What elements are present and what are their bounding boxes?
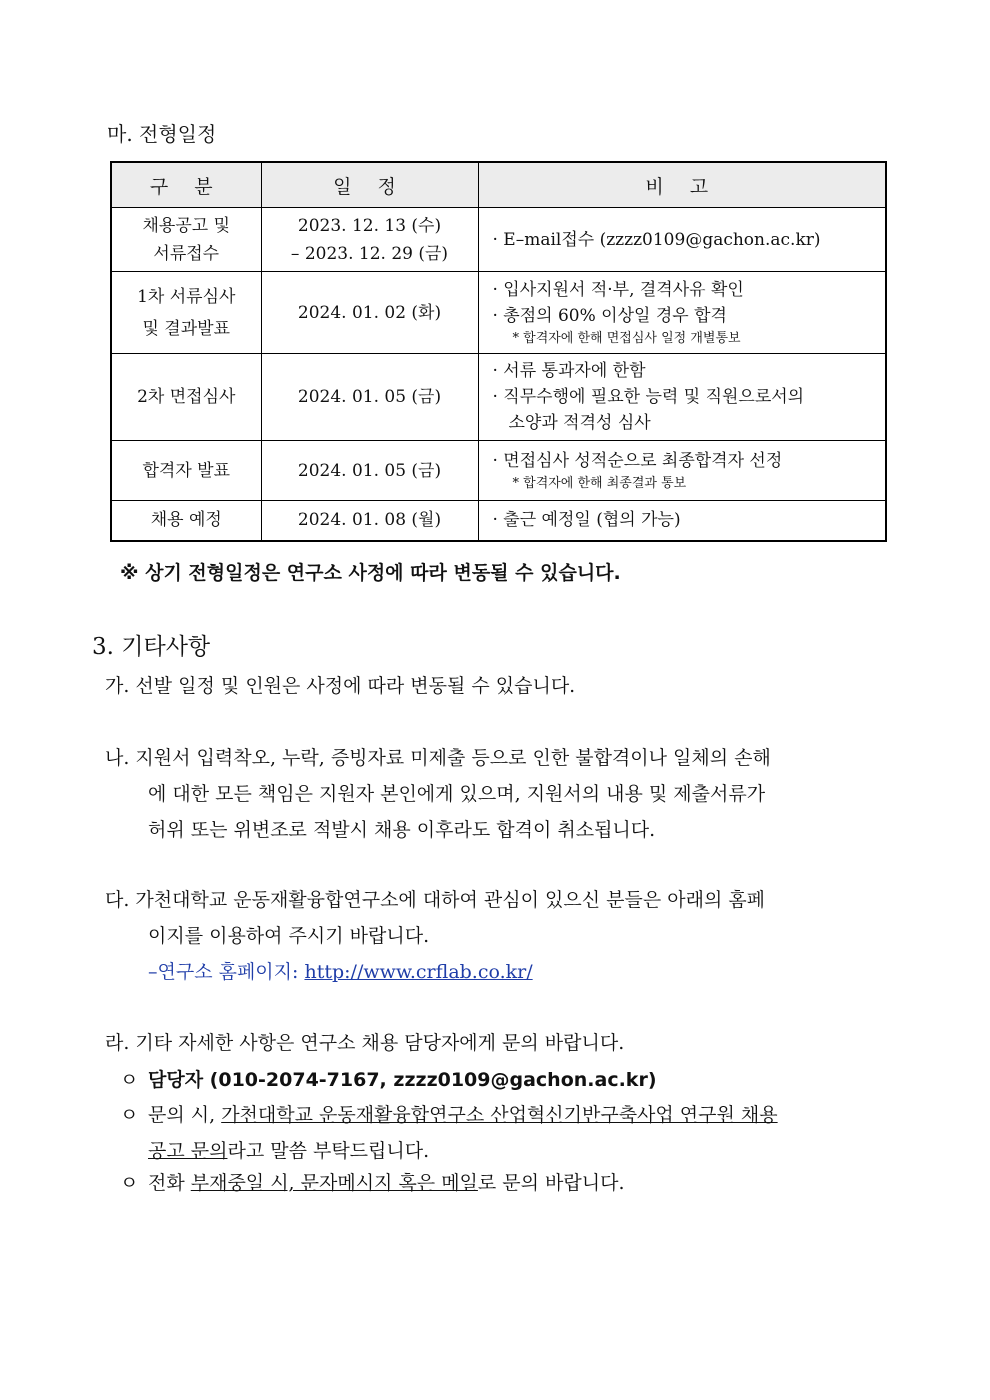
header-category: 구 분	[111, 162, 261, 208]
row-label: 합격자 발표	[111, 441, 261, 501]
table-row	[111, 441, 886, 501]
inquiry-bullet: ㅇ 문의 시, 가천대학교 운동재활융합연구소 산업혁신기반구축사업 연구원 채용 공고 문의라고 말씀 부탁드립니다.	[120, 1097, 900, 1169]
homepage-link[interactable]: http://www.crflab.co.kr/	[304, 961, 533, 983]
contact-bullet: ㅇ 담당자 (010-2074-7167, zzzz0109@gachon.ac.kr)	[120, 1062, 900, 1098]
table-row	[111, 354, 886, 441]
schedule-notice: ※ 상기 전형일정은 연구소 사정에 따라 변동될 수 있습니다.	[120, 562, 621, 584]
row-notes: · 면접심사 성적순으로 최종합격자 선정 * 합격자에 한해 최종결과 통보	[478, 441, 886, 501]
row-date: 2023. 12. 13 (수) – 2023. 12. 29 (금)	[261, 208, 478, 272]
section-title: 마. 전형일정	[107, 122, 217, 146]
table-header-row	[111, 162, 886, 208]
section-3-title: 3. 기타사항	[92, 634, 211, 660]
row-date: 2024. 01. 02 (화)	[261, 272, 478, 354]
row-notes: · E–mail접수 (zzzz0109@gachon.ac.kr)	[478, 208, 886, 272]
row-notes: · 서류 통과자에 한함 · 직무수행에 필요한 능력 및 직원으로서의 소양과 적격성 심사	[478, 354, 886, 441]
table-row	[111, 501, 886, 541]
row-label: 1차 서류심사 및 결과발표	[111, 272, 261, 354]
phone-bullet: ㅇ 전화 부재중일 시, 문자메시지 혹은 메일로 문의 바랍니다.	[120, 1165, 900, 1201]
item-da: 다. 가천대학교 운동재활융합연구소에 대하여 관심이 있으신 분들은 아래의 홈페 이지를 이용하여 주시기 바랍니다. –연구소 홈페이지: http://www.crflab.co.kr/	[105, 889, 766, 983]
item-ga: 가. 선발 일정 및 인원은 사정에 따라 변동될 수 있습니다.	[105, 675, 576, 697]
row-date: 2024. 01. 08 (월)	[261, 501, 478, 541]
item-na: 나. 지원서 입력착오, 누락, 증빙자료 미제출 등으로 인한 불합격이나 일체의 손해 에 대한 모든 책임은 지원자 본인에게 있으며, 지원서의 내용 및 제출서류가 허위 또는 위변조로 적발시 채용 이후라도 합격이 취소됩니다.	[105, 747, 771, 841]
circle-bullet-icon: ㅇ	[120, 1104, 139, 1126]
row-date: 2024. 01. 05 (금)	[261, 441, 478, 501]
row-label: 채용공고 및 서류접수	[111, 208, 261, 272]
item-ra: 라. 기타 자세한 사항은 연구소 채용 담당자에게 문의 바랍니다.	[105, 1032, 625, 1054]
homepage-label: –연구소 홈페이지:	[148, 961, 305, 983]
header-schedule: 일 정	[261, 162, 478, 208]
row-notes: · 입사지원서 적·부, 결격사유 확인 · 총점의 60% 이상일 경우 합격 * 합격자에 한해 면접심사 일정 개별통보	[478, 272, 886, 354]
schedule-table	[110, 161, 887, 542]
header-remarks: 비 고	[478, 162, 886, 208]
circle-bullet-icon: ㅇ	[120, 1172, 139, 1194]
row-notes: · 출근 예정일 (협의 가능)	[478, 501, 886, 541]
row-label: 채용 예정	[111, 501, 261, 541]
circle-bullet-icon: ㅇ	[120, 1069, 139, 1091]
table-row	[111, 272, 886, 354]
row-label: 2차 면접심사	[111, 354, 261, 441]
row-date: 2024. 01. 05 (금)	[261, 354, 478, 441]
table-row	[111, 208, 886, 272]
